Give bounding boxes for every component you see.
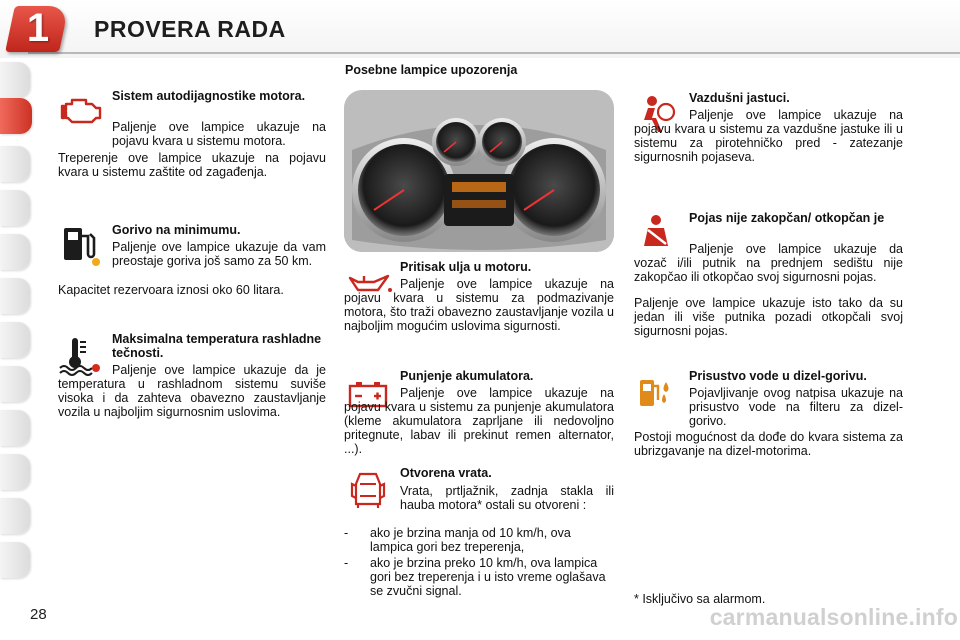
- side-tab: [0, 278, 30, 314]
- diesel-title: Prisustvo vode u dizel-gorivu.: [689, 369, 867, 383]
- engine-check-icon: [60, 92, 104, 128]
- side-tab: [0, 62, 30, 98]
- list-item: - ako je brzina preko 10 km/h, ova lampica gori bez treperenja i u isto vreme oglašava se zvučni signal.: [344, 556, 606, 598]
- doors-text: Vrata, prtljažnik, zadnja stakla ili hauba motora* ostali su otvoreni :: [400, 484, 614, 512]
- seatbelt-title: Pojas nije zakopčan/ otkopčan je: [689, 211, 885, 225]
- engine-title: Sistem autodijagnostike motora.: [112, 89, 306, 103]
- diesel-text-2: Postoji mogućnost da dođe do kvara sistema za ubrizgavanje na dizel-motorima.: [634, 430, 903, 458]
- side-tab-active: [0, 98, 32, 134]
- doors-title: Otvorena vrata.: [400, 466, 492, 480]
- engine-text: Paljenje ove lampice ukazuje na pojavu kvara u sistemu motora.: [112, 120, 326, 148]
- airbag-text: Paljenje ove lampice ukazuje na pojavu kvara u sistemu za vazdušne jastuke ili u sistemu za pirotehničko pred - zatezanje sigurnosnih pojaseva.: [634, 108, 903, 164]
- battery-text: Paljenje ove lampice ukazuje na pojavu kvara u sistemu za punjenje akumulatora (kleme akumulatora zaprljane ili nedovoljno pritegnute, labav ili prekinut remen alternator, ...).: [344, 386, 614, 456]
- airbag-title: Vazdušni jastuci.: [689, 91, 790, 105]
- instrument-cluster: [344, 90, 614, 252]
- page-title: PROVERA RADA: [94, 16, 286, 42]
- engine-text-2: Treperenje ove lampice ukazuje na pojavu kvara u sistemu zaštite od zagađenja.: [58, 151, 326, 179]
- side-tab: [0, 366, 30, 402]
- battery-title: Punjenje akumulatora.: [400, 369, 534, 383]
- side-tab: [0, 498, 30, 534]
- fuel-pump-icon: [58, 224, 104, 268]
- oil-title: Pritisak ulja u motoru.: [400, 260, 532, 274]
- diesel-text: Pojavljivanje ovog natpisa ukazuje na prisustvo vode na filteru za dizel-gorivo.: [689, 386, 903, 428]
- coolant-text: Paljenje ove lampice ukazuje da je temperatura u rashladnom sistemu suviše visoka i da zahteva obavezno zaustavljanje vozila u najboljim sigurnosnim uslovima.: [58, 363, 326, 419]
- open-doors-icon: [350, 470, 386, 510]
- water-in-diesel-icon: [636, 376, 676, 410]
- side-tab: [0, 190, 30, 226]
- chapter-number: 1: [26, 6, 50, 50]
- side-tab: [0, 454, 30, 490]
- list-item: - ako je brzina manja od 10 km/h, ova lampica gori bez treperenja,: [344, 526, 571, 554]
- fuel-text-2: Kapacitet rezervoara iznosi oko 60 litara.: [58, 283, 284, 297]
- oil-text: Paljenje ove lampice ukazuje na pojavu kvara u sistemu za podmazivanje motora, što traži obavezno zaustavljanje vozila u najboljim mogućim uslovima sigurnosti.: [344, 277, 614, 333]
- watermark: carmanualsonline.info: [709, 604, 958, 630]
- coolant-title: Maksimalna temperatura rashladne tečnosti.: [112, 332, 322, 360]
- side-tab: [0, 542, 30, 578]
- page-number: 28: [30, 606, 47, 623]
- footnote: * Isključivo sa alarmom.: [634, 592, 766, 606]
- seatbelt-text: Paljenje ove lampice ukazuje da vozač i/ili putnik na prednjem sedištu nije zakopčao ili otkopčao svoj sigurnosni pojas.: [634, 242, 903, 284]
- header-divider: [28, 52, 960, 54]
- fuel-text: Paljenje ove lampice ukazuje da vam preostaje goriva još samo za 50 km.: [112, 240, 326, 268]
- fuel-title: Gorivo na minimumu.: [112, 223, 241, 237]
- side-tab: [0, 234, 30, 270]
- side-tab: [0, 322, 30, 358]
- seatbelt-text-2: Paljenje ove lampice ukazuje isto tako da su jedan ili više putnika pozadi otkopčali svoj sigurnosni pojas.: [634, 296, 903, 338]
- side-tab-strip: [0, 62, 34, 578]
- side-tab: [0, 410, 30, 446]
- section-title: Posebne lampice upozorenja: [345, 63, 518, 77]
- doors-list: [344, 526, 614, 598]
- side-tab: [0, 146, 30, 182]
